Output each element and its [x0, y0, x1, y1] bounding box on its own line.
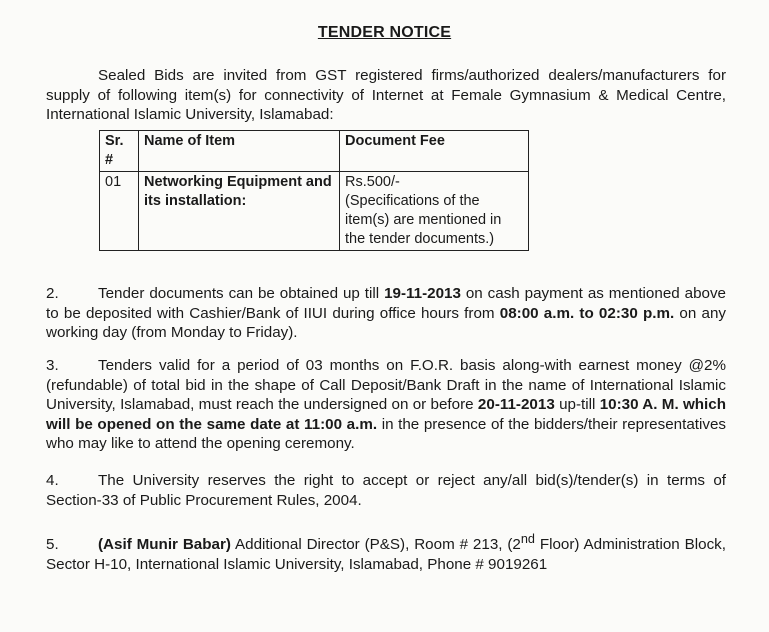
paragraph-4: 4. The University reserves the right to accept or reject any/all bid(s)/tender(s) in terms of Section-33 of Public Procurement Rules, 2004.: [46, 472, 726, 509]
header-document-fee: Document Fee: [340, 131, 529, 172]
row-sr: 01: [100, 172, 139, 251]
intro-paragraph: [46, 66, 726, 125]
signatory-name: (Asif Munir Babar): [98, 536, 231, 554]
paragraph-number: 2.: [46, 285, 59, 302]
fee-note: (Specifications of the item(s) are mentioned in the tender documents.): [345, 193, 502, 247]
table-header-row: [100, 131, 529, 172]
fee-amount: Rs.500/-: [345, 174, 400, 190]
submission-date: 20-11-2013: [477, 396, 555, 414]
header-item-name: Name of Item: [139, 131, 340, 172]
intro-text: Sealed Bids are invited from GST registered firms/authorized dealers/manufacturers for supply of following item(s) for connectivity of Internet at Female Gymnasium & Medical Centre, International Islamic University, Islamabad:: [46, 67, 726, 124]
paragraph-number: 4.: [46, 472, 59, 489]
paragraph-2: 2. Tender documents can be obtained up till 19-11-2013 on cash payment as mentioned above to be deposited with Cashier/Bank of IIUI during office hours from 08:00 a.m. to 02:30 p.m. on any working day (from Monday to Friday).: [46, 285, 727, 342]
table-row: [100, 172, 529, 251]
paragraph-3: 3. Tenders valid for a period of 03 months on F.O.R. basis along-with earnest money @2% (refundable) of total bid in the shape of Call Deposit/Bank Draft in the name of International Islamic University, Islamabad, must reach the undersigned on or before 20-11-2013 up-till 10:30 A. M. which will be opened on the same date at 11:00 a.m. in the presence of the bidders/their representatives who may like to attend the opening ceremony.: [46, 357, 727, 453]
row-item-name: Networking Equipment and its installation:: [139, 172, 340, 251]
paragraph-number: 5.: [46, 536, 59, 554]
items-table: [99, 130, 529, 251]
header-sr: Sr. #: [100, 131, 139, 172]
row-document-fee: [340, 172, 529, 251]
opening-time: 10:30 A. M. which will be opened on the same date at 11:00 a.m.: [46, 396, 727, 433]
office-hours: 08:00 a.m. to 02:30 p.m.: [499, 304, 675, 322]
obtain-deadline-date: 19-11-2013: [384, 285, 461, 302]
paragraph-number: 3.: [46, 357, 59, 374]
page-title: TENDER NOTICE: [317, 24, 452, 41]
paragraph-5: 5. (Asif Munir Babar) Additional Director (P&S), Room # 213, (2nd Floor) Administration Block, Sector H-10, International Islamic University, Islamabad, Phone # 9019261: [46, 532, 726, 573]
